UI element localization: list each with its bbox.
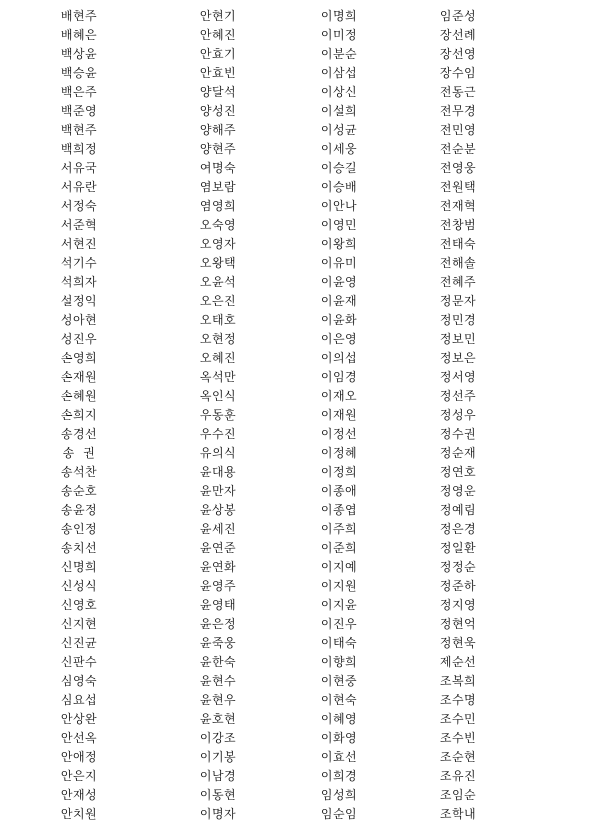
name-row: [0, 671, 600, 691]
name-row: [0, 234, 600, 254]
name-cell: 백준영: [60, 104, 98, 118]
name-cell: 백희정: [60, 142, 98, 156]
name-row: [0, 747, 600, 767]
name-cell: 안애정: [60, 750, 98, 764]
name-cell: 제순선: [439, 655, 477, 669]
name-row: [0, 804, 600, 824]
name-cell: 정현욱: [439, 636, 477, 650]
name-cell: 정보민: [439, 332, 477, 346]
name-cell: 송경선: [60, 427, 98, 441]
name-row: [0, 25, 600, 45]
name-cell: 우동훈: [199, 408, 237, 422]
name-cell: 양현주: [199, 142, 237, 156]
name-cell: 신판수: [60, 655, 98, 669]
name-cell: 양해주: [199, 123, 237, 137]
name-cell: 이승배: [320, 180, 358, 194]
name-cell: 전동근: [439, 85, 477, 99]
name-cell: 서유국: [60, 161, 98, 175]
name-cell: 이지원: [320, 579, 358, 593]
name-row: [0, 652, 600, 672]
name-cell: 이은영: [320, 332, 358, 346]
name-row: [0, 348, 600, 368]
name-row: [0, 576, 600, 596]
name-cell: 이성균: [320, 123, 358, 137]
name-cell: 오은진: [199, 294, 237, 308]
name-cell: 이지윤: [320, 598, 358, 612]
name-cell: 윤상봉: [199, 503, 237, 517]
name-cell: 옥인식: [199, 389, 237, 403]
name-cell: 이임경: [320, 370, 358, 384]
name-cell: 조수명: [439, 693, 477, 707]
name-cell: 성아현: [60, 313, 98, 327]
name-cell: 유의식: [199, 446, 237, 460]
name-row: [0, 690, 600, 710]
name-cell: 윤현우: [199, 693, 237, 707]
name-row: [0, 386, 600, 406]
name-cell: 이진우: [320, 617, 358, 631]
name-cell: 이의섭: [320, 351, 358, 365]
name-cell: 염보람: [199, 180, 237, 194]
name-cell: 염영희: [199, 199, 237, 213]
name-cell: 서정숙: [60, 199, 98, 213]
name-cell: 이명자: [199, 807, 237, 821]
name-cell: 정연호: [439, 465, 477, 479]
name-row: [0, 614, 600, 634]
name-cell: 정보은: [439, 351, 477, 365]
name-cell: 손혜원: [60, 389, 98, 403]
name-row: [0, 481, 600, 501]
name-cell: 윤영태: [199, 598, 237, 612]
name-row: [0, 367, 600, 387]
name-cell: 옥석만: [199, 370, 237, 384]
name-cell: 이효선: [320, 750, 358, 764]
name-row: [0, 291, 600, 311]
name-cell: 양달석: [199, 85, 237, 99]
name-row: [0, 310, 600, 330]
name-row: [0, 63, 600, 83]
name-row: [0, 595, 600, 615]
name-cell: 신지현: [60, 617, 98, 631]
name-cell: 이향희: [320, 655, 358, 669]
name-cell: 이분순: [320, 47, 358, 61]
name-cell: 송 권: [62, 446, 96, 460]
name-row: [0, 44, 600, 64]
name-row: [0, 101, 600, 121]
name-cell: 안현기: [199, 9, 237, 23]
name-cell: 오영자: [199, 237, 237, 251]
name-cell: 배혜은: [60, 28, 98, 42]
name-row: [0, 177, 600, 197]
name-cell: 송치선: [60, 541, 98, 555]
name-cell: 송석찬: [60, 465, 98, 479]
name-cell: 우수진: [199, 427, 237, 441]
name-cell: 설정익: [60, 294, 98, 308]
name-row: [0, 329, 600, 349]
name-cell: 안효기: [199, 47, 237, 61]
name-cell: 윤만자: [199, 484, 237, 498]
name-cell: 이승길: [320, 161, 358, 175]
name-cell: 정수권: [439, 427, 477, 441]
name-cell: 이기봉: [199, 750, 237, 764]
name-cell: 이윤영: [320, 275, 358, 289]
name-cell: 정선주: [439, 389, 477, 403]
name-cell: 조수민: [439, 712, 477, 726]
name-cell: 임성희: [320, 788, 358, 802]
name-cell: 심영숙: [60, 674, 98, 688]
name-cell: 심요섭: [60, 693, 98, 707]
name-cell: 석기수: [60, 256, 98, 270]
name-cell: 이재오: [320, 389, 358, 403]
name-cell: 이화영: [320, 731, 358, 745]
name-cell: 정민경: [439, 313, 477, 327]
name-cell: 송인정: [60, 522, 98, 536]
name-cell: 윤호현: [199, 712, 237, 726]
name-cell: 윤연화: [199, 560, 237, 574]
name-row: [0, 196, 600, 216]
name-cell: 이재원: [320, 408, 358, 422]
name-cell: 정순재: [439, 446, 477, 460]
name-cell: 정현억: [439, 617, 477, 631]
name-row: [0, 424, 600, 444]
name-cell: 오혜진: [199, 351, 237, 365]
name-cell: 안상완: [60, 712, 98, 726]
name-cell: 백은주: [60, 85, 98, 99]
name-cell: 정준하: [439, 579, 477, 593]
name-cell: 조임순: [439, 788, 477, 802]
name-cell: 백승윤: [60, 66, 98, 80]
name-cell: 서유란: [60, 180, 98, 194]
name-row: [0, 253, 600, 273]
name-cell: 이상신: [320, 85, 358, 99]
name-row: [0, 215, 600, 235]
name-cell: 이설희: [320, 104, 358, 118]
name-cell: 성진우: [60, 332, 98, 346]
name-row: [0, 633, 600, 653]
name-cell: 조복희: [439, 674, 477, 688]
name-row: [0, 500, 600, 520]
name-cell: 이유미: [320, 256, 358, 270]
name-row: [0, 139, 600, 159]
name-cell: 이미정: [320, 28, 358, 42]
name-cell: 송순호: [60, 484, 98, 498]
name-row: [0, 462, 600, 482]
name-row: [0, 158, 600, 178]
name-cell: 전영웅: [439, 161, 477, 175]
name-cell: 이윤화: [320, 313, 358, 327]
name-row: [0, 82, 600, 102]
name-cell: 이종애: [320, 484, 358, 498]
name-cell: 이지예: [320, 560, 358, 574]
name-cell: 전원택: [439, 180, 477, 194]
name-cell: 정정순: [439, 560, 477, 574]
name-cell: 이윤재: [320, 294, 358, 308]
name-cell: 배현주: [60, 9, 98, 23]
name-row: [0, 728, 600, 748]
name-cell: 조수빈: [439, 731, 477, 745]
name-cell: 윤연준: [199, 541, 237, 555]
name-cell: 이동현: [199, 788, 237, 802]
name-cell: 윤죽웅: [199, 636, 237, 650]
name-cell: 윤대용: [199, 465, 237, 479]
name-cell: 조순현: [439, 750, 477, 764]
name-cell: 정은경: [439, 522, 477, 536]
name-cell: 정예림: [439, 503, 477, 517]
name-cell: 신성식: [60, 579, 98, 593]
name-cell: 백현주: [60, 123, 98, 137]
name-cell: 이명희: [320, 9, 358, 23]
name-cell: 이태숙: [320, 636, 358, 650]
name-row: [0, 272, 600, 292]
name-cell: 안효빈: [199, 66, 237, 80]
name-cell: 이세웅: [320, 142, 358, 156]
name-cell: 전창범: [439, 218, 477, 232]
name-cell: 조유진: [439, 769, 477, 783]
name-row: [0, 519, 600, 539]
name-cell: 장수임: [439, 66, 477, 80]
name-cell: 안선옥: [60, 731, 98, 745]
name-cell: 윤영주: [199, 579, 237, 593]
name-cell: 오숙영: [199, 218, 237, 232]
name-cell: 이안나: [320, 199, 358, 213]
name-cell: 전순분: [439, 142, 477, 156]
name-cell: 정지영: [439, 598, 477, 612]
name-cell: 이왕희: [320, 237, 358, 251]
name-cell: 이남경: [199, 769, 237, 783]
name-cell: 장선영: [439, 47, 477, 61]
name-row: [0, 120, 600, 140]
name-cell: 전무경: [439, 104, 477, 118]
name-cell: 신명희: [60, 560, 98, 574]
name-cell: 윤현수: [199, 674, 237, 688]
name-cell: 송윤정: [60, 503, 98, 517]
name-cell: 이혜영: [320, 712, 358, 726]
name-cell: 이삼섭: [320, 66, 358, 80]
name-row: [0, 405, 600, 425]
name-cell: 조학내: [439, 807, 477, 821]
name-cell: 임준성: [439, 9, 477, 23]
name-cell: 전재혁: [439, 199, 477, 213]
name-cell: 이현숙: [320, 693, 358, 707]
name-cell: 신영호: [60, 598, 98, 612]
name-cell: 안치원: [60, 807, 98, 821]
name-cell: 장선례: [439, 28, 477, 42]
name-cell: 이정선: [320, 427, 358, 441]
name-cell: 이종엽: [320, 503, 358, 517]
name-cell: 정영운: [439, 484, 477, 498]
name-cell: 이준희: [320, 541, 358, 555]
name-cell: 정성우: [439, 408, 477, 422]
name-row: [0, 766, 600, 786]
name-cell: 신진균: [60, 636, 98, 650]
name-cell: 이영민: [320, 218, 358, 232]
name-cell: 서현진: [60, 237, 98, 251]
name-cell: 손재원: [60, 370, 98, 384]
name-cell: 이정혜: [320, 446, 358, 460]
name-cell: 임순임: [320, 807, 358, 821]
name-row: [0, 785, 600, 805]
name-cell: 서준혁: [60, 218, 98, 232]
name-cell: 안혜진: [199, 28, 237, 42]
name-cell: 안재성: [60, 788, 98, 802]
name-cell: 윤세진: [199, 522, 237, 536]
name-cell: 이희경: [320, 769, 358, 783]
name-cell: 양성진: [199, 104, 237, 118]
name-row: [0, 709, 600, 729]
name-cell: 전태숙: [439, 237, 477, 251]
name-cell: 백상윤: [60, 47, 98, 61]
name-cell: 윤은정: [199, 617, 237, 631]
name-cell: 이현중: [320, 674, 358, 688]
name-row: [0, 557, 600, 577]
name-cell: 안은지: [60, 769, 98, 783]
name-row: [0, 538, 600, 558]
name-cell: 전혜주: [439, 275, 477, 289]
name-cell: 이주희: [320, 522, 358, 536]
name-cell: 오태호: [199, 313, 237, 327]
name-cell: 이정희: [320, 465, 358, 479]
name-cell: 전해솔: [439, 256, 477, 270]
name-row: [0, 6, 600, 26]
name-row: [0, 443, 600, 463]
name-cell: 정서영: [439, 370, 477, 384]
name-cell: 오윤석: [199, 275, 237, 289]
name-cell: 오현정: [199, 332, 237, 346]
name-cell: 석희자: [60, 275, 98, 289]
name-cell: 윤한숙: [199, 655, 237, 669]
name-cell: 여명숙: [199, 161, 237, 175]
name-cell: 정일환: [439, 541, 477, 555]
name-cell: 정문자: [439, 294, 477, 308]
name-cell: 이강조: [199, 731, 237, 745]
name-cell: 오왕택: [199, 256, 237, 270]
name-cell: 손영희: [60, 351, 98, 365]
name-cell: 전민영: [439, 123, 477, 137]
name-cell: 손희지: [60, 408, 98, 422]
